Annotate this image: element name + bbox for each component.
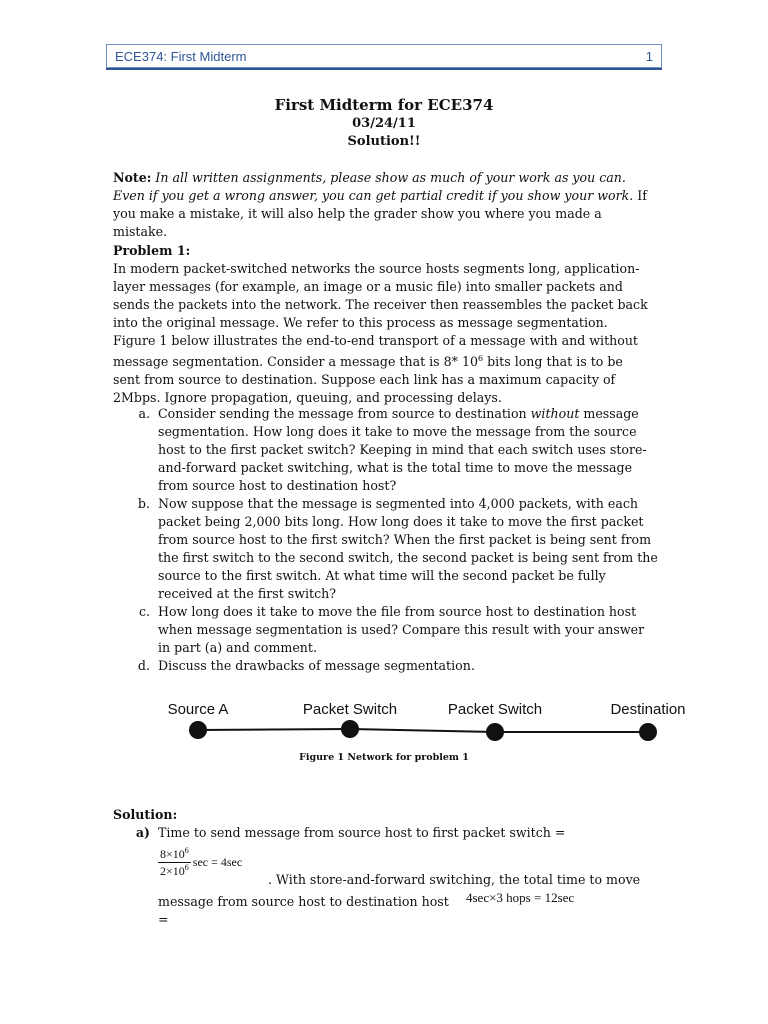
item-text: Consider sending the message from source to destination without message segmentation. How long does it take to move the message from the source host to the first packet switch? Keeping in mind that each switch uses store-and-forward packet switching, what is the total time to move the message from source host to destination host? — [158, 406, 647, 493]
note-rest: If you make a mistake, it will also help the grader show you where you made a mistake. — [113, 188, 647, 239]
item-text: Discuss the drawbacks of message segmentation. — [158, 658, 475, 673]
node-label-switch-2: Packet Switch — [447, 701, 543, 718]
item-marker: b. — [137, 496, 150, 511]
solution-line-3: message from source host to destination host = — [158, 894, 449, 927]
document-title: First Midterm for ECE374 — [274, 96, 494, 114]
problem-exponent: 6 — [477, 354, 484, 363]
item-marker: a. — [138, 406, 150, 421]
node-switch-2 — [486, 723, 504, 741]
fraction-expression — [158, 846, 242, 879]
solution-list — [113, 824, 658, 842]
solution-line-1: Time to send message from source host to first packet switch = — [158, 825, 566, 840]
item-marker: d. — [137, 658, 150, 673]
course-title: ECE374: First Midterm — [115, 48, 247, 64]
network-figure — [150, 692, 710, 752]
node-label-source: Source A — [167, 701, 229, 718]
link-1 — [198, 729, 350, 730]
problem-parts — [113, 405, 658, 675]
list-item — [113, 603, 658, 657]
fraction-denominator: $2\times 10^6$ — [160, 863, 189, 878]
node-destination — [639, 723, 657, 741]
item-text: How long does it take to move the file from source host to destination host when message segmentation is used? Compare this result with your answer in part (a) and comment. — [158, 604, 645, 655]
list-item — [113, 657, 658, 675]
problem-text-before: In modern packet-switched networks the source hosts segments long, application-layer messages (for example, an image or a music file) into smaller packets and sends the packets into the network. The receiver then reassembles the packet back into the original message. We refer to this process as message segmentation. Figure 1 below illustrates the end-to-end transport of a message with and without message segmentation. Consider a message that is 8* 10 — [113, 261, 648, 369]
solution-item — [113, 824, 658, 842]
header-rule — [106, 68, 662, 70]
solution-label: Solution!! — [347, 134, 421, 149]
fraction-numerator: $8\times 10^6$ — [160, 846, 189, 861]
node-label-switch-1: Packet Switch — [302, 701, 398, 718]
list-item — [113, 405, 658, 495]
solution-line-2: . With store-and-forward switching, the total time to move — [268, 872, 641, 887]
total-expression: 4sec×3 hops = 12sec — [466, 890, 575, 905]
item-marker: c. — [138, 604, 150, 619]
solution-heading: Solution: — [113, 807, 178, 822]
node-source — [189, 721, 207, 739]
node-label-destination: Destination — [610, 701, 686, 718]
note-label: Note: — [113, 170, 152, 185]
page-header — [106, 44, 662, 68]
fraction-result: sec = 4sec — [192, 855, 243, 869]
link-2 — [350, 729, 495, 732]
figure-caption: Figure 1 Network for problem 1 — [299, 752, 469, 763]
list-item — [113, 495, 658, 603]
note-paragraph — [113, 169, 653, 241]
item-text: Now suppose that the message is segmented into 4,000 packets, with each packet being 2,000 bits long. How long does it take to move the first packet from source host to the first switch? When the first packet is being sent from the first switch to the second switch, the second packet is being sent from the source to the first switch. At what time will the second packet be fully received at the first switch? — [158, 496, 658, 601]
problem-text — [113, 260, 653, 407]
note-italic: In all written assignments, please show as much of your work as you can. Even if you get a wrong answer, you can get partial credit if you show your work. — [113, 170, 634, 203]
problem-text-after: bits long that is to be sent from source to destination. Suppose each link has a maximum capacity of 2Mbps. Ignore propagation, queuing, and processing delays. — [113, 354, 623, 405]
document-date: 03/24/11 — [352, 116, 416, 131]
node-switch-1 — [341, 720, 359, 738]
problem-heading: Problem 1: — [113, 243, 191, 258]
page-number: 1 — [645, 48, 653, 64]
solution-marker: a) — [135, 825, 150, 840]
